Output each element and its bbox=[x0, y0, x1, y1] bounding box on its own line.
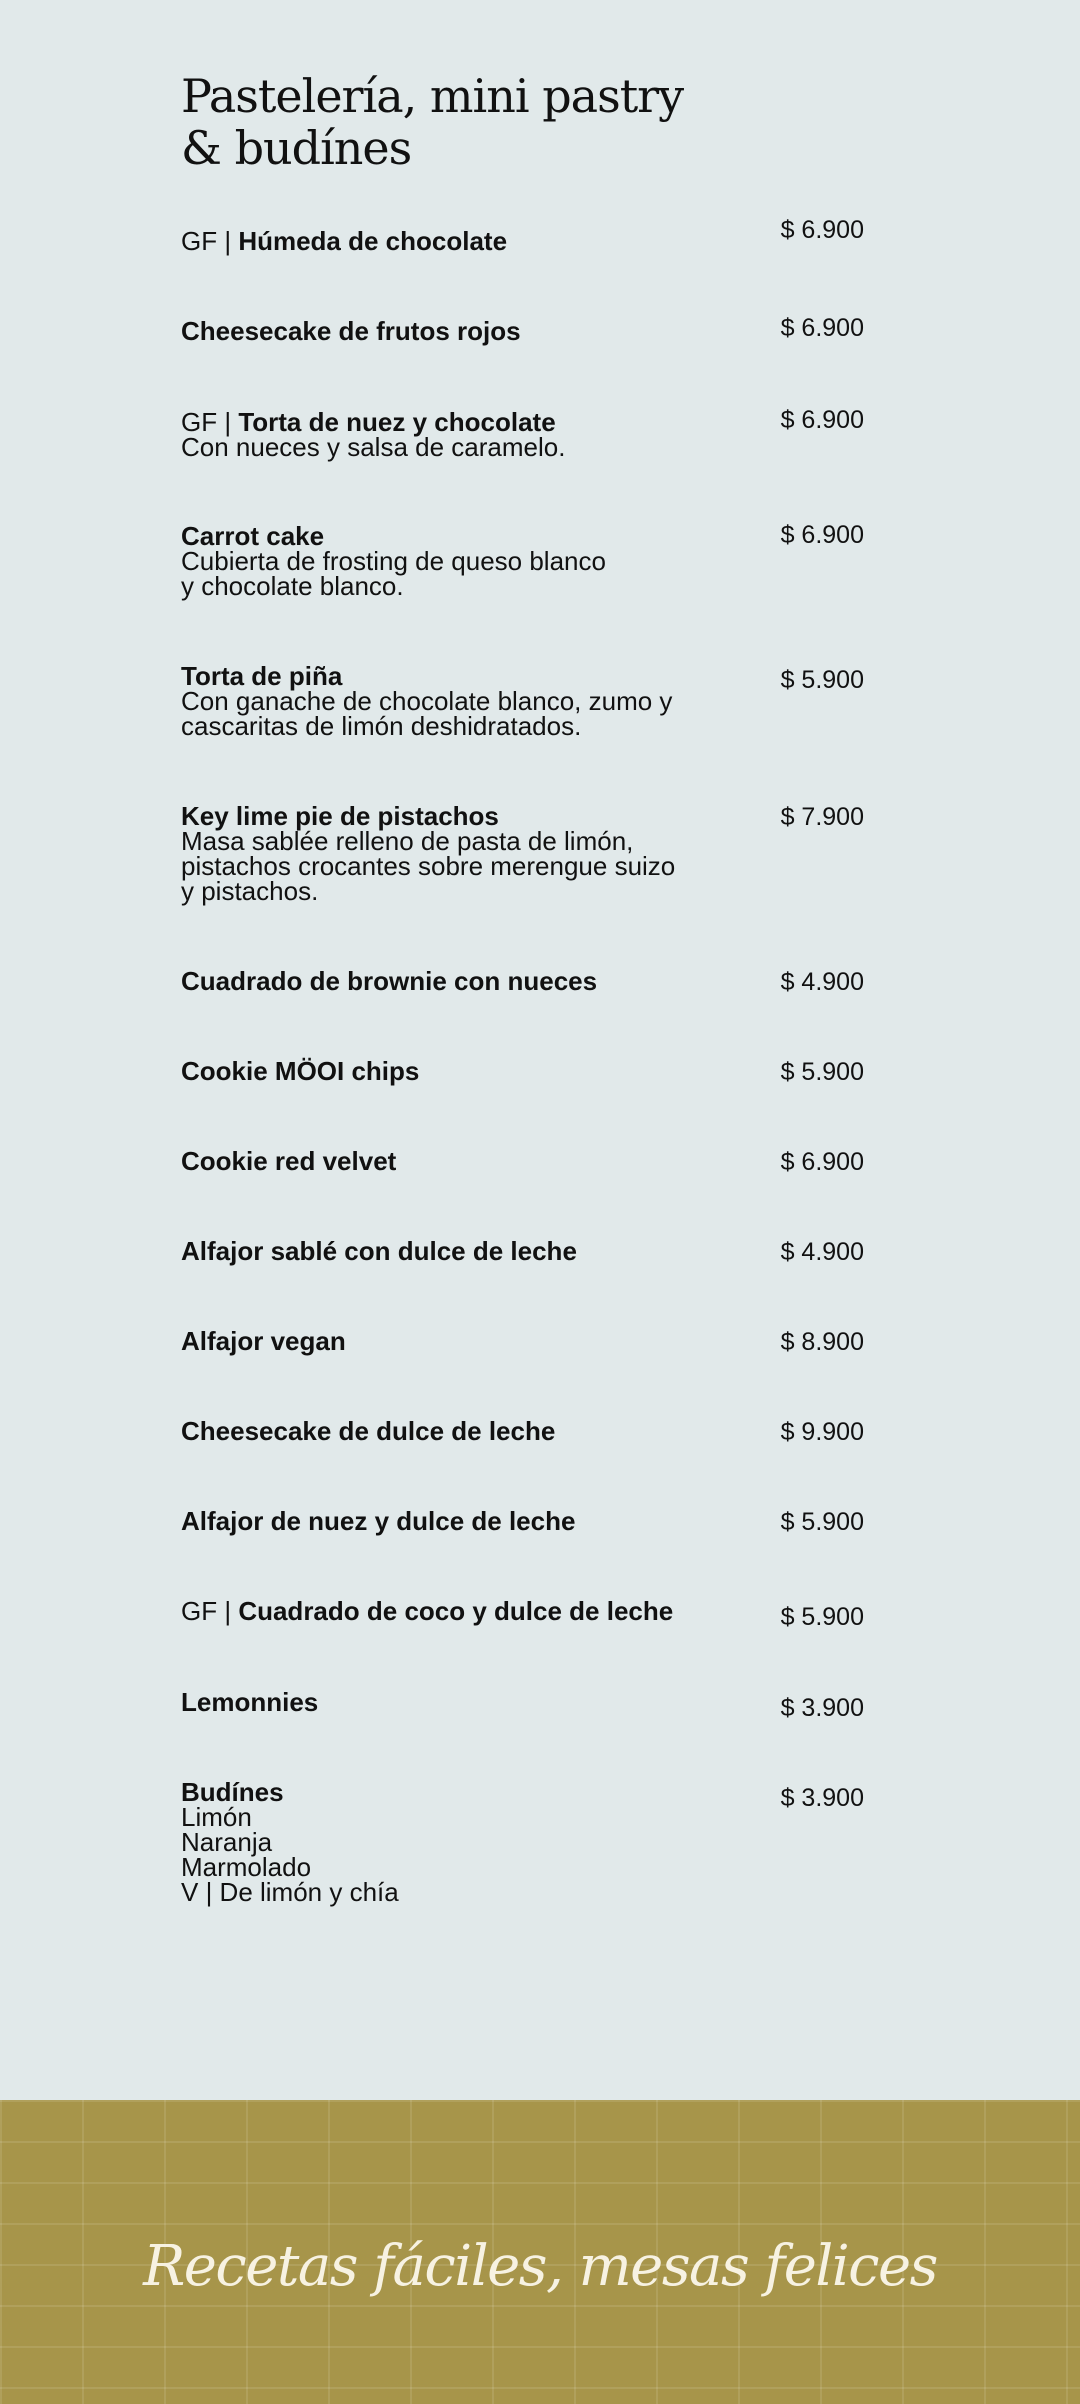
menu-item-price: $ 6.900 bbox=[780, 521, 864, 549]
menu-item-name: Budínes bbox=[181, 1777, 284, 1807]
menu-item bbox=[181, 1596, 861, 1626]
menu-item bbox=[181, 661, 861, 741]
menu-item-description: Masa sablée relleno de pasta de limón, pistachos crocantes sobre merengue suizo y pistachos. bbox=[181, 826, 676, 906]
menu-item-price: $ 9.900 bbox=[780, 1418, 864, 1446]
menu-item bbox=[181, 226, 861, 256]
menu-item bbox=[181, 1687, 861, 1717]
menu-item bbox=[181, 407, 861, 462]
menu-item-price: $ 6.900 bbox=[780, 406, 864, 434]
menu-item bbox=[181, 1416, 861, 1446]
menu-item-name: Key lime pie de pistachos bbox=[181, 801, 499, 831]
menu-item bbox=[181, 1777, 861, 1907]
menu-item-price: $ 4.900 bbox=[780, 968, 864, 996]
menu-item-price: $ 8.900 bbox=[780, 1328, 864, 1356]
menu-item-name: Cuadrado de brownie con nueces bbox=[181, 966, 598, 996]
menu-item bbox=[181, 966, 861, 996]
menu-item bbox=[181, 1056, 861, 1086]
menu-item-price: $ 6.900 bbox=[780, 216, 864, 244]
section-title bbox=[181, 70, 683, 174]
menu-item-price: $ 6.900 bbox=[780, 314, 864, 342]
menu-item-name: Torta de piña bbox=[181, 661, 343, 691]
menu-item-price: $ 3.900 bbox=[780, 1784, 864, 1812]
menu-item-name: Cookie red velvet bbox=[181, 1146, 397, 1176]
menu-item-name: Cheesecake de frutos rojos bbox=[181, 316, 521, 346]
menu-item-price: $ 6.900 bbox=[780, 1148, 864, 1176]
menu-item-name: Alfajor de nuez y dulce de leche bbox=[181, 1506, 576, 1536]
menu-item-name: Lemonnies bbox=[181, 1687, 319, 1717]
menu-item bbox=[181, 1146, 861, 1176]
menu-item-price: $ 5.900 bbox=[780, 1508, 864, 1536]
menu-item bbox=[181, 1326, 861, 1356]
section-title-line-1: Pastelería, mini pastry bbox=[181, 69, 684, 123]
menu-item-name: Carrot cake bbox=[181, 521, 325, 551]
menu-item-price: $ 5.900 bbox=[780, 666, 864, 694]
menu-item-price: $ 3.900 bbox=[780, 1694, 864, 1722]
menu-item-price: $ 7.900 bbox=[780, 803, 864, 831]
menu-item bbox=[181, 801, 861, 906]
menu-item-name: Cookie MÖOI chips bbox=[181, 1056, 420, 1086]
menu-item-name: GF | Cuadrado de coco y dulce de leche bbox=[181, 1596, 674, 1626]
menu-item bbox=[181, 1236, 861, 1266]
menu-item-description: Cubierta de frosting de queso blanco y chocolate blanco. bbox=[181, 546, 606, 601]
menu-item-price: $ 5.900 bbox=[780, 1603, 864, 1631]
menu-item-name: GF | Húmeda de chocolate bbox=[181, 226, 508, 256]
banner-tagline: Recetas fáciles, mesas felices bbox=[143, 2234, 937, 2299]
section-title-line-2: & budínes bbox=[181, 121, 412, 175]
menu-item-description: Con ganache de chocolate blanco, zumo y cascaritas de limón deshidratados. bbox=[181, 686, 673, 741]
menu-item-name: Alfajor vegan bbox=[181, 1326, 346, 1356]
menu-item-name: Alfajor sablé con dulce de leche bbox=[181, 1236, 577, 1266]
footer-banner bbox=[0, 2100, 1080, 2404]
menu-item-name: Cheesecake de dulce de leche bbox=[181, 1416, 556, 1446]
menu-item-description: Con nueces y salsa de caramelo. bbox=[181, 432, 566, 462]
menu-item bbox=[181, 1506, 861, 1536]
menu-item-price: $ 5.900 bbox=[780, 1058, 864, 1086]
menu-item-description: Limón Naranja Marmolado V | De limón y chía bbox=[181, 1802, 399, 1907]
menu-item bbox=[181, 521, 861, 601]
menu-item-name: GF | Torta de nuez y chocolate bbox=[181, 407, 556, 437]
menu-item bbox=[181, 316, 861, 346]
menu-item-price: $ 4.900 bbox=[780, 1238, 864, 1266]
